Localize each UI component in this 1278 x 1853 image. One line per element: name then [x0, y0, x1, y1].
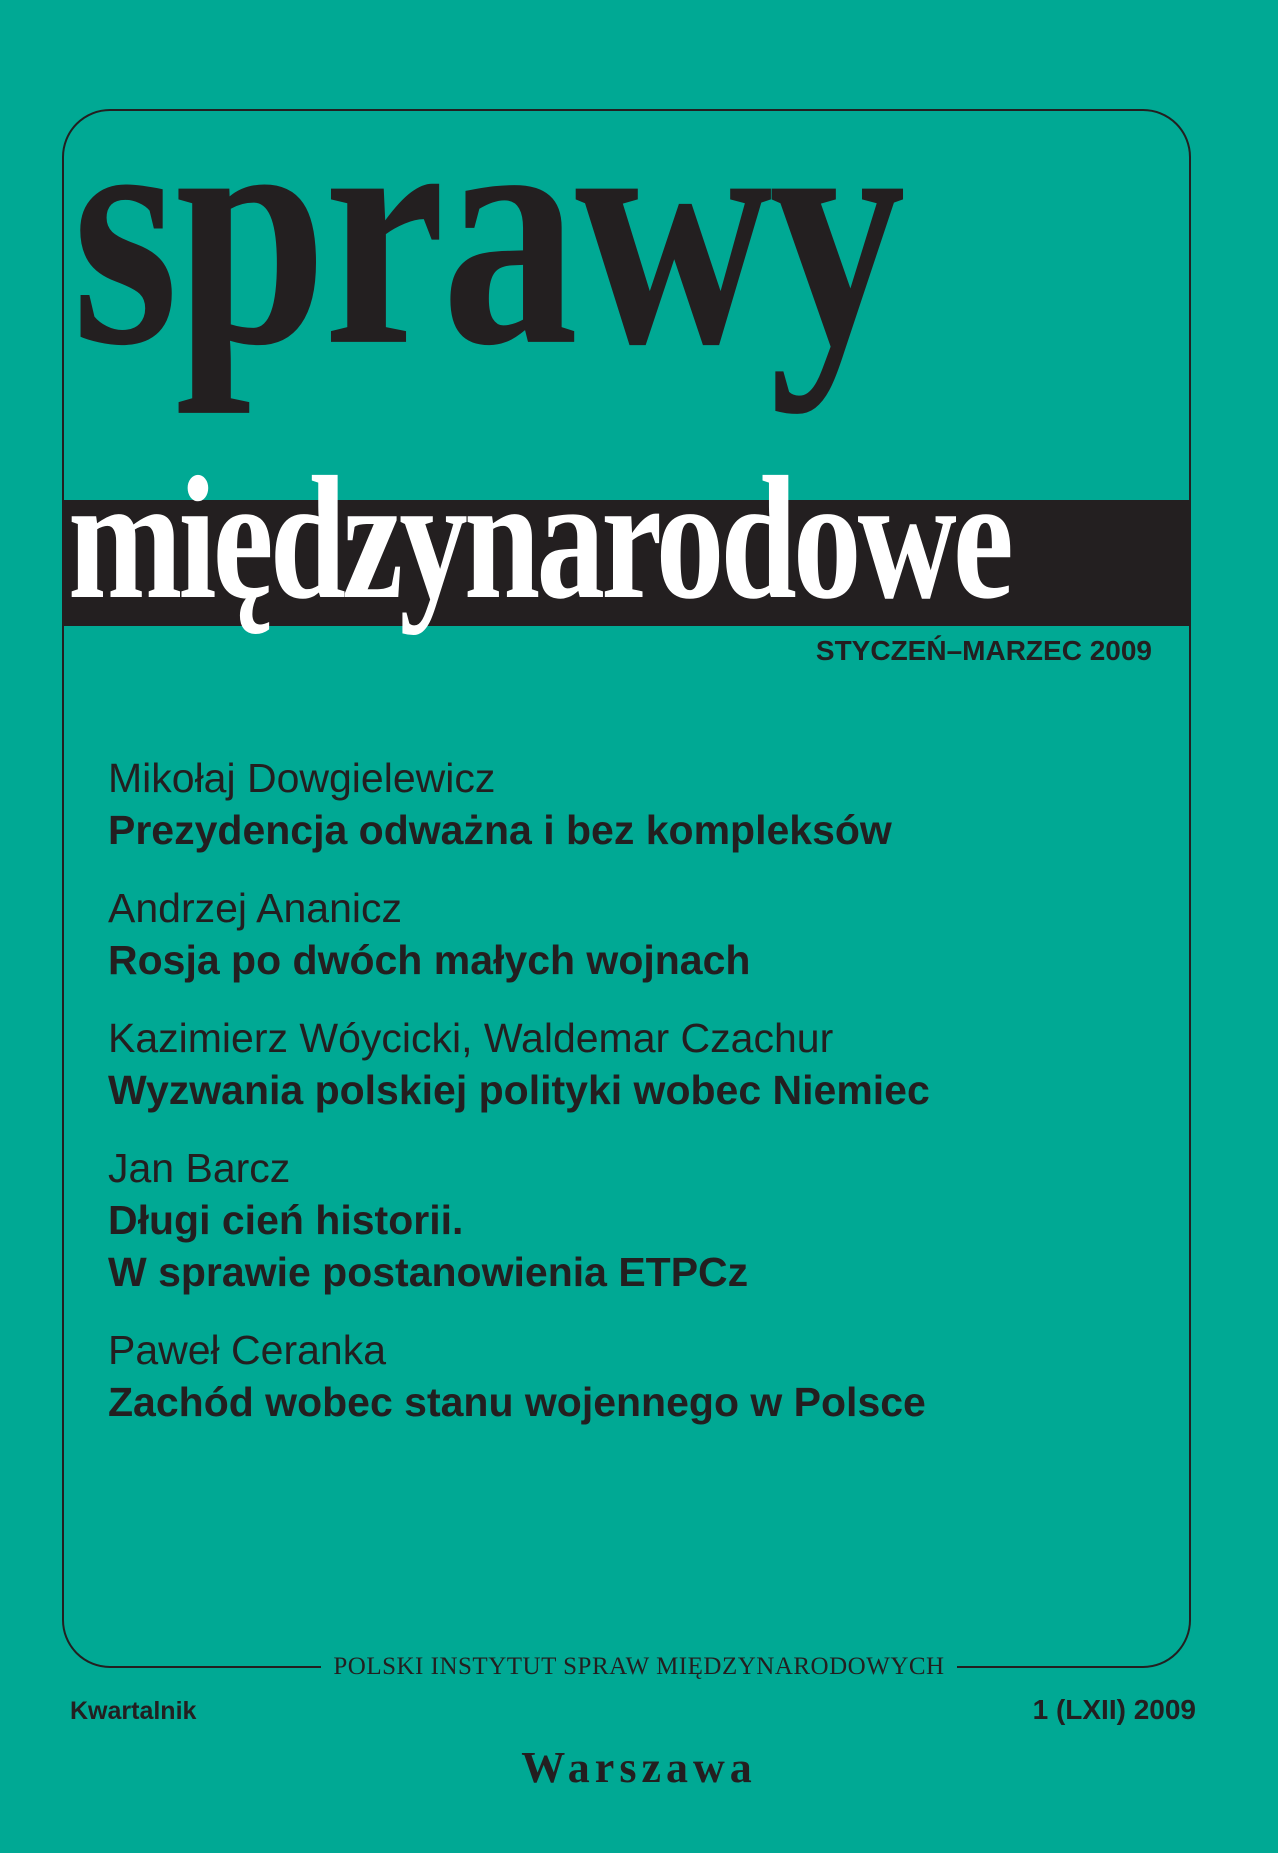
article-author: Andrzej Ananicz [108, 885, 403, 931]
masthead-title: sprawy [72, 44, 903, 415]
article-title-line-2: W sprawie postanowienia ETPCz [108, 1249, 749, 1295]
article-item [108, 882, 1148, 986]
article-title: Prezydencja odważna i bez kompleksów [108, 807, 892, 853]
article-author: Mikołaj Dowgielewicz [108, 755, 496, 801]
periodicity-label: Kwartalnik [70, 1697, 197, 1725]
masthead-subtitle-band [62, 441, 1191, 636]
article-author: Paweł Ceranka [108, 1327, 387, 1373]
publisher-name [0, 1649, 1278, 1685]
issue-date: STYCZEŃ–MARZEC 2009 [815, 635, 1152, 666]
masthead-subtitle: międzynarodowe [68, 441, 1010, 636]
publisher-name-text: POLSKI INSTYTUT SPRAW MIĘDZYNARODOWYCH [321, 1653, 956, 1680]
article-title: Wyzwania polskiej polityki wobec Niemiec [108, 1067, 930, 1113]
article-item [108, 1142, 1148, 1298]
article-list [108, 752, 1148, 1454]
article-title: Zachód wobec stanu wojennego w Polsce [108, 1379, 926, 1425]
article-title: Długi cień historii. [108, 1197, 464, 1243]
article-author: Jan Barcz [108, 1145, 291, 1191]
article-item [108, 752, 1148, 856]
issue-number: 1 (LXII) 2009 [1032, 1694, 1196, 1725]
article-title: Rosja po dwóch małych wojnach [108, 937, 751, 983]
publication-city: Warszawa [521, 1743, 757, 1792]
article-item [108, 1012, 1148, 1116]
article-author: Kazimierz Wóycicki, Waldemar Czachur [108, 1015, 834, 1061]
article-item [108, 1324, 1148, 1428]
